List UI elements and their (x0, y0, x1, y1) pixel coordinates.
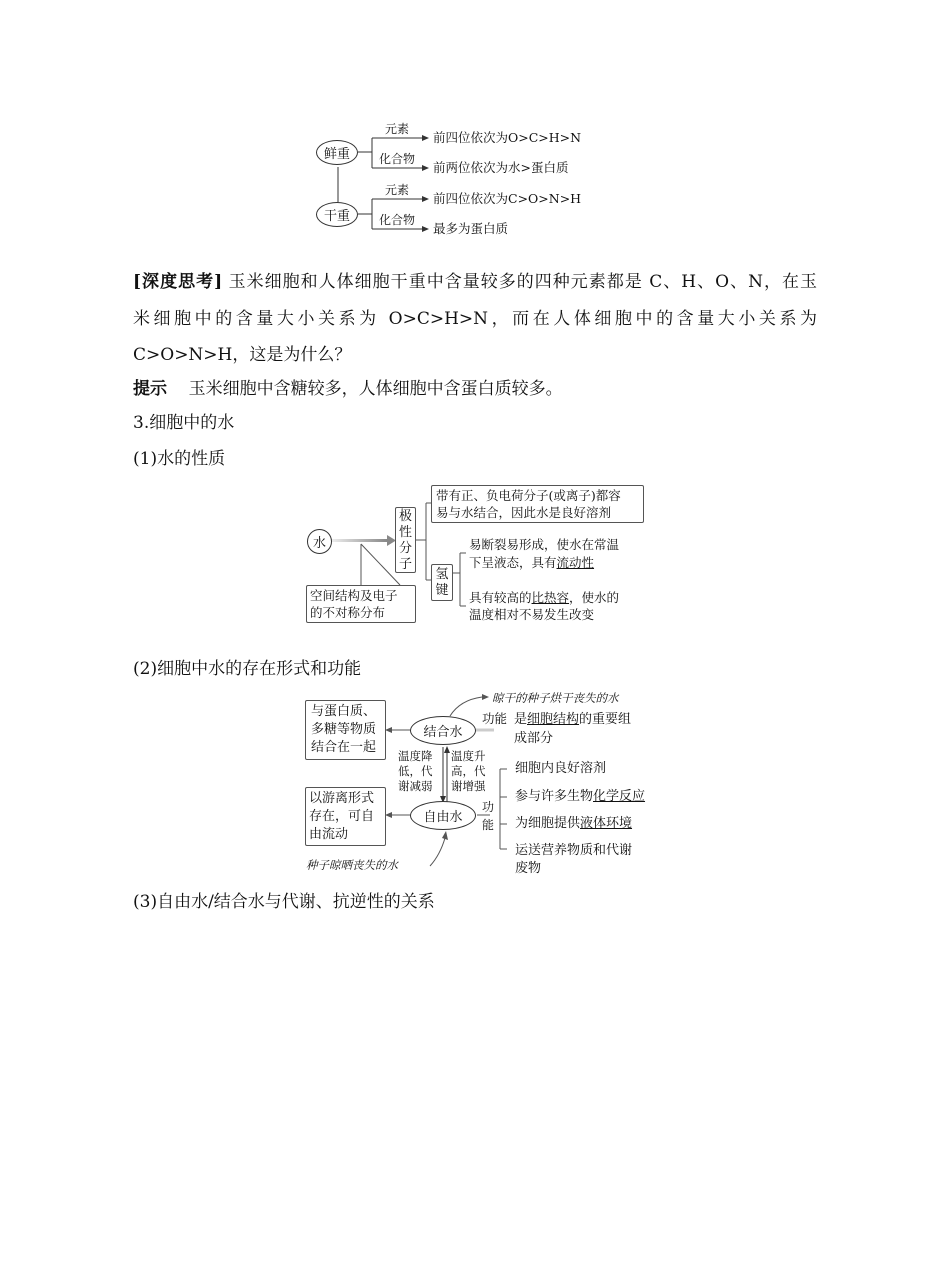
label-element: 元素 (385, 122, 410, 136)
free-form-box (305, 787, 386, 846)
warming-label: 温度升 高，代 谢增强 (451, 749, 486, 793)
free-water-node: 自由水 (410, 801, 476, 830)
hbond-desc2-line2: 温度相对不易发生改变 (469, 607, 595, 622)
polar-desc-line2: 易与水结合，因此水是良好溶剂 (436, 505, 612, 520)
bound-form-line2: 多糖等物质 (311, 722, 377, 737)
structure-line1: 空间结构及电子 (310, 588, 398, 603)
hint-text: 玉米细胞中含糖较多，人体细胞中含蛋白质较多。 (188, 379, 563, 399)
polar-desc-line1: 带有正、负电荷分子(或离子)都容 (436, 488, 621, 503)
seed-sun-note: 种子晾晒丧失的水 (306, 858, 398, 872)
free-form-line2: 存在，可自 (309, 809, 375, 824)
bound-func-line2: 成部分 (514, 731, 554, 746)
seed-dry-note: 晾干的种子烘干丧失的水 (492, 691, 619, 705)
label-element: 元素 (385, 183, 410, 197)
hydrogen-bond-box: 氢键 (431, 564, 453, 601)
subheading-forms-functions: (2)细胞中水的存在形式和功能 (133, 659, 362, 679)
think-text-1: 玉米细胞和人体细胞干重中含量较多的四种元素都是 C、H、O、N，在玉 (228, 272, 817, 292)
bound-form-box (305, 700, 386, 760)
free-func-3: 为细胞提供液体环境 (515, 816, 633, 831)
section-heading: 3.细胞中的水 (133, 413, 235, 433)
polar-molecule-box: 极性分子 (395, 507, 416, 573)
hint-label: 提示 (133, 379, 167, 399)
bound-func-label: 功能 (482, 711, 508, 726)
hbond-desc2-line1: 具有较高的比热容，使水的 (469, 590, 620, 605)
fresh-weight-node: 鲜重 (316, 140, 358, 165)
think-tag: [深度思考] (133, 272, 223, 292)
fresh-element-result: 前四位依次为O>C>H>N (433, 130, 582, 145)
free-form-line1: 以游离形式 (309, 791, 375, 806)
label-compound: 化合物 (379, 213, 416, 227)
free-func-4-line1: 运送营养物质和代谢 (515, 843, 633, 858)
label-compound: 化合物 (379, 152, 416, 166)
subheading-properties: (1)水的性质 (133, 449, 226, 469)
water-node: 水 (307, 529, 332, 554)
hbond-desc1-line2: 下呈液态，具有流动性 (469, 555, 595, 570)
think-line-2: 米细胞中的含量大小关系为 O>C>H>N，而在人体细胞中的含量大小关系为 (133, 309, 817, 329)
subheading-relationship: (3)自由水/结合水与代谢、抗逆性的关系 (133, 892, 435, 912)
free-func-label: 功能 (481, 800, 494, 832)
fresh-compound-result: 前两位依次为水>蛋白质 (433, 160, 569, 175)
dry-weight-node: 干重 (316, 202, 358, 227)
bound-form-line1: 与蛋白质、 (311, 704, 377, 719)
cooling-label: 温度降 低，代 谢减弱 (398, 749, 433, 793)
free-func-2: 参与许多生物化学反应 (515, 789, 646, 804)
dry-element-result: 前四位依次为C>O>N>H (433, 191, 582, 206)
dry-compound-result: 最多为蛋白质 (433, 221, 509, 236)
think-line-3: C>O>N>H，这是为什么？ (133, 345, 352, 365)
bound-water-node: 结合水 (410, 716, 476, 745)
free-form-line3: 由流动 (309, 827, 349, 842)
free-func-4-line2: 废物 (515, 861, 542, 876)
bound-func-line1: 是细胞结构的重要组 (514, 712, 632, 727)
hbond-desc1-line1: 易断裂易形成，使水在常温 (469, 537, 620, 552)
structure-line2: 的不对称分布 (310, 605, 386, 620)
bound-form-line3: 结合在一起 (311, 740, 377, 755)
free-func-1: 细胞内良好溶剂 (515, 761, 607, 776)
